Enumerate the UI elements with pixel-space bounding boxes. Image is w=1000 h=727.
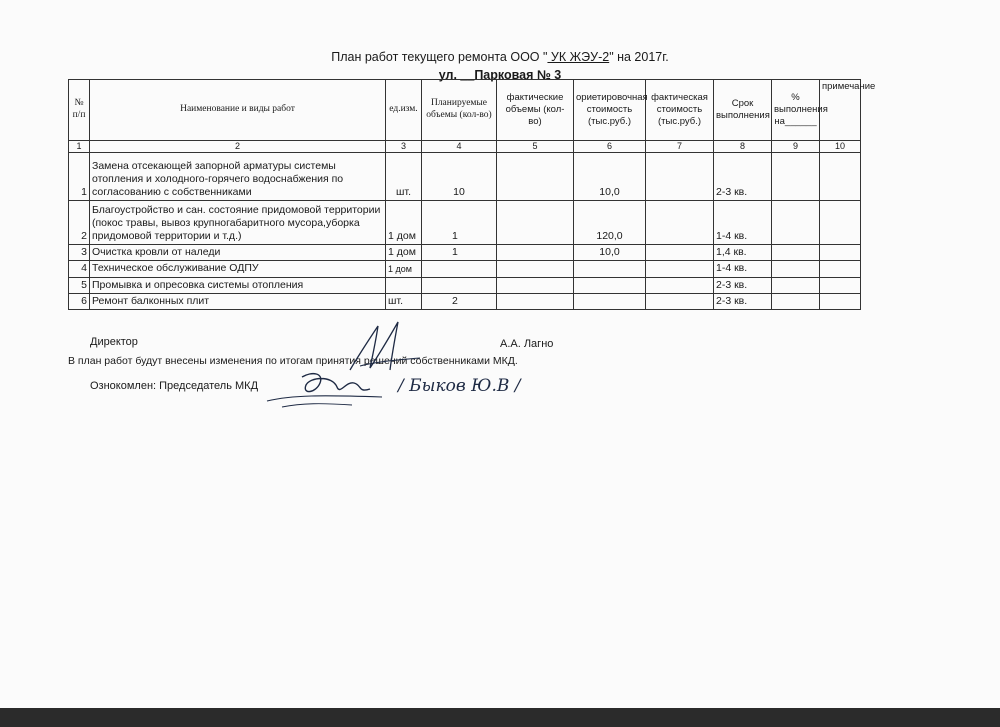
percent-cell <box>772 245 820 261</box>
planned-volume-cell: 1 <box>422 245 497 261</box>
estimated-cost-cell <box>574 277 646 293</box>
header-row <box>69 80 861 141</box>
planned-volume-cell <box>422 261 497 277</box>
table-row <box>69 245 861 261</box>
row-number: 5 <box>69 277 90 293</box>
actual-volume-cell <box>497 261 574 277</box>
row-number: 2 <box>69 201 90 245</box>
col-header-percent: % выполнения на______ <box>772 80 820 141</box>
note-cell <box>820 245 861 261</box>
street-address: ул. __Парковая № 3 <box>438 68 562 82</box>
document-title <box>0 50 1000 64</box>
column-number: 10 <box>820 141 861 153</box>
actual-volume-cell <box>497 245 574 261</box>
unit-cell: 1 дом <box>386 261 422 277</box>
work-description: Ремонт балконных плит <box>90 293 386 309</box>
term-cell: 2-3 кв. <box>714 277 772 293</box>
col-header-note: примечание <box>820 80 861 141</box>
planned-volume-cell: 2 <box>422 293 497 309</box>
actual-cost-cell <box>646 261 714 277</box>
column-number-row <box>69 141 861 153</box>
actual-volume-cell <box>497 293 574 309</box>
title-prefix: План работ текущего ремонта ООО " <box>331 50 548 64</box>
column-number: 7 <box>646 141 714 153</box>
work-description: Благоустройство и сан. состояние придомовой территории (покос травы, вывоз крупногабаритного мусора,уборка придомовой территории и т.д.) <box>90 201 386 245</box>
note-cell <box>820 277 861 293</box>
column-number: 9 <box>772 141 820 153</box>
chairman-handwritten-name: / Быков Ю.В / <box>398 376 521 396</box>
table-row <box>69 277 861 293</box>
estimated-cost-cell <box>574 293 646 309</box>
planned-volume-cell: 10 <box>422 153 497 201</box>
col-header-term: Срок выполнения <box>714 80 772 141</box>
note-cell <box>820 261 861 277</box>
unit-cell: шт. <box>386 153 422 201</box>
row-number: 3 <box>69 245 90 261</box>
actual-volume-cell <box>497 277 574 293</box>
note-cell <box>820 153 861 201</box>
estimated-cost-cell <box>574 261 646 277</box>
percent-cell <box>772 277 820 293</box>
table-row <box>69 153 861 201</box>
term-cell: 1-4 кв. <box>714 261 772 277</box>
table-row <box>69 201 861 245</box>
col-header-est-cost: ориетировочная стоимость (тыс.руб.) <box>574 80 646 141</box>
actual-volume-cell <box>497 201 574 245</box>
actual-cost-cell <box>646 153 714 201</box>
director-label: Директор <box>90 336 138 348</box>
actual-volume-cell <box>497 153 574 201</box>
term-cell: 1-4 кв. <box>714 201 772 245</box>
column-number: 8 <box>714 141 772 153</box>
unit-cell: 1 дом <box>386 201 422 245</box>
title-suffix: " на 2017г. <box>609 50 669 64</box>
column-number: 2 <box>90 141 386 153</box>
percent-cell <box>772 153 820 201</box>
changes-notice: В план работ будут внесены изменения по итогам принятия решений собственниками МКД. <box>68 355 518 367</box>
work-description: Техническое обслуживание ОДПУ <box>90 261 386 277</box>
percent-cell <box>772 261 820 277</box>
unit-cell: шт. <box>386 293 422 309</box>
col-header-work: Наименование и виды работ <box>90 80 386 141</box>
term-cell: 1,4 кв. <box>714 245 772 261</box>
column-number: 1 <box>69 141 90 153</box>
work-description: Очистка кровли от наледи <box>90 245 386 261</box>
row-number: 6 <box>69 293 90 309</box>
acknowledged-label: Ознокомлен: Председатель МКД <box>90 380 259 392</box>
unit-cell: 1 дом <box>386 245 422 261</box>
col-header-planned: Планируемые объемы (кол-во) <box>422 80 497 141</box>
work-description: Промывка и опресовка системы отопления <box>90 277 386 293</box>
column-number: 4 <box>422 141 497 153</box>
term-cell: 2-3 кв. <box>714 153 772 201</box>
planned-volume-cell <box>422 277 497 293</box>
row-number: 1 <box>69 153 90 201</box>
percent-cell <box>772 293 820 309</box>
column-number: 6 <box>574 141 646 153</box>
chairman-signature <box>262 365 402 415</box>
scan-edge-band <box>0 708 1000 727</box>
estimated-cost-cell: 10,0 <box>574 153 646 201</box>
row-number: 4 <box>69 261 90 277</box>
repair-plan-table <box>68 79 876 310</box>
col-header-actual: фактические объемы (кол-во) <box>497 80 574 141</box>
table-row <box>69 293 861 309</box>
unit-cell <box>386 277 422 293</box>
director-name: А.А. Лагно <box>500 338 554 350</box>
note-cell <box>820 293 861 309</box>
column-number: 5 <box>497 141 574 153</box>
note-cell <box>820 201 861 245</box>
col-header-number: № п/п <box>69 80 90 141</box>
column-number: 3 <box>386 141 422 153</box>
planned-volume-cell: 1 <box>422 201 497 245</box>
col-header-actual-cost: фактическая стоимость (тыс.руб.) <box>646 80 714 141</box>
actual-cost-cell <box>646 201 714 245</box>
actual-cost-cell <box>646 245 714 261</box>
table-row <box>69 261 861 277</box>
term-cell: 2-3 кв. <box>714 293 772 309</box>
col-header-unit: ед.изм. <box>386 80 422 141</box>
estimated-cost-cell: 120,0 <box>574 201 646 245</box>
percent-cell <box>772 201 820 245</box>
actual-cost-cell <box>646 277 714 293</box>
actual-cost-cell <box>646 293 714 309</box>
work-description: Замена отсекающей запорной арматуры системы отопления и холодного-горячего водоснабжения по согласованию с собственниками <box>90 153 386 201</box>
estimated-cost-cell: 10,0 <box>574 245 646 261</box>
company-name: УК ЖЭУ-2 <box>547 50 610 64</box>
